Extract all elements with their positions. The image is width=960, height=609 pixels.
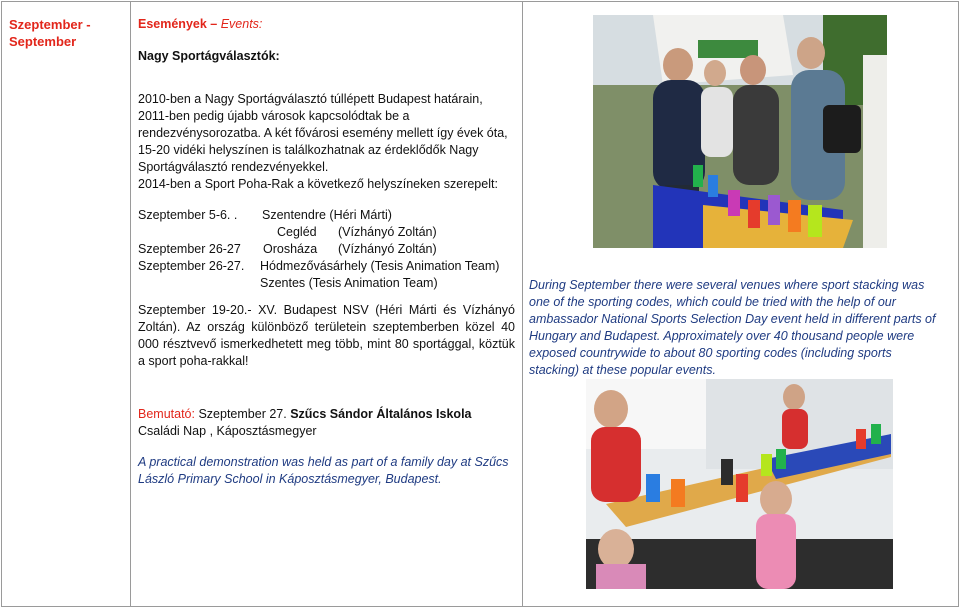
events-header xyxy=(138,16,515,33)
schedule-list xyxy=(138,207,515,370)
month-cell xyxy=(2,2,131,607)
month-label xyxy=(2,2,130,50)
month-en: September xyxy=(9,34,77,49)
schedule-date: Szeptember 26-27 xyxy=(138,242,241,256)
photos-cell xyxy=(523,2,959,607)
demo-english: A practical demonstration was held as part of a family day at Szűcs László Primary School in Káposztásmegyer, Budapest. xyxy=(138,455,509,486)
photo-kids-image xyxy=(586,379,893,589)
event-photo-crowd xyxy=(593,15,887,248)
schedule-row xyxy=(138,275,515,292)
schedule-place: Cegléd xyxy=(277,225,317,239)
schedule-date: Szeptember 26-27. xyxy=(138,259,245,273)
subtitle: Nagy Sportágválasztók: xyxy=(138,49,280,63)
schedule-place: Orosháza xyxy=(263,242,318,256)
schedule-place: Hódmezővásárhely (Tesis Animation Team) xyxy=(260,259,500,273)
schedule-date: Szeptember 5-6. . xyxy=(138,208,238,222)
intro-text-2: 2014-ben a Sport Poha-Rak a következő helyszíneken szerepelt: xyxy=(138,177,498,191)
schedule-row xyxy=(138,258,515,275)
event-photo-kids xyxy=(586,379,893,589)
schedule-person: (Vízhányó Zoltán) xyxy=(338,225,437,239)
demo-date: Szeptember 27. xyxy=(194,407,291,421)
intro-paragraph xyxy=(138,91,515,193)
schedule-summary: Szeptember 19-20.- XV. Budapest NSV (Héri Márti és Vízhányó Zoltán). Az ország különböző területein szeptemberben közel 40 000 résztvevő ismerkedhetett meg több, mint 80 sportággal, köztük a sport poha-rakkal! xyxy=(138,303,515,368)
demo-paragraph xyxy=(138,406,515,440)
events-header-en: Events: xyxy=(220,17,263,31)
schedule-row xyxy=(138,241,515,258)
schedule-row xyxy=(138,207,515,224)
demo-school: Szűcs Sándor Általános Iskola xyxy=(290,407,472,421)
intro-text-1: 2010-ben a Nagy Sportágválasztó túllépett Budapest határain, 2011-ben pedig újabb városok kapcsolódtak be a rendezvénysorozatba. A két fővárosi esemény mellett így évek óta, 15-20 vidéki helyszínen is találkozhatnak az érdeklődők Nagy Sportágválasztó rendezvényekkel. xyxy=(138,92,508,174)
schedule-place: Szentes (Tesis Animation Team) xyxy=(260,276,438,290)
month-hu: Szeptember - xyxy=(9,17,91,32)
events-cell xyxy=(131,2,523,607)
events-header-dash: – xyxy=(206,17,221,31)
schedule-place: Szentendre (Héri Márti) xyxy=(262,208,392,222)
events-header-hu: Események xyxy=(138,17,207,31)
photo-crowd-image xyxy=(593,15,887,248)
schedule-person: (Vízhányó Zoltán) xyxy=(338,242,437,256)
demo-rest: Családi Nap , Káposztásmegyer xyxy=(138,424,317,438)
demo-label: Bemutató: xyxy=(138,407,195,421)
schedule-row xyxy=(138,224,515,241)
english-summary: During September there were several venues where sport stacking was one of the sporting codes, which could be tried with the help of our ambassador National Sports Selection Day event held in different parts of Hungary and Budapest. Approximately over 40 thousand people were exposed countrywide to about 80 sporting codes (including sports stacking) at these popular events. xyxy=(529,277,936,377)
layout-table xyxy=(1,1,959,607)
